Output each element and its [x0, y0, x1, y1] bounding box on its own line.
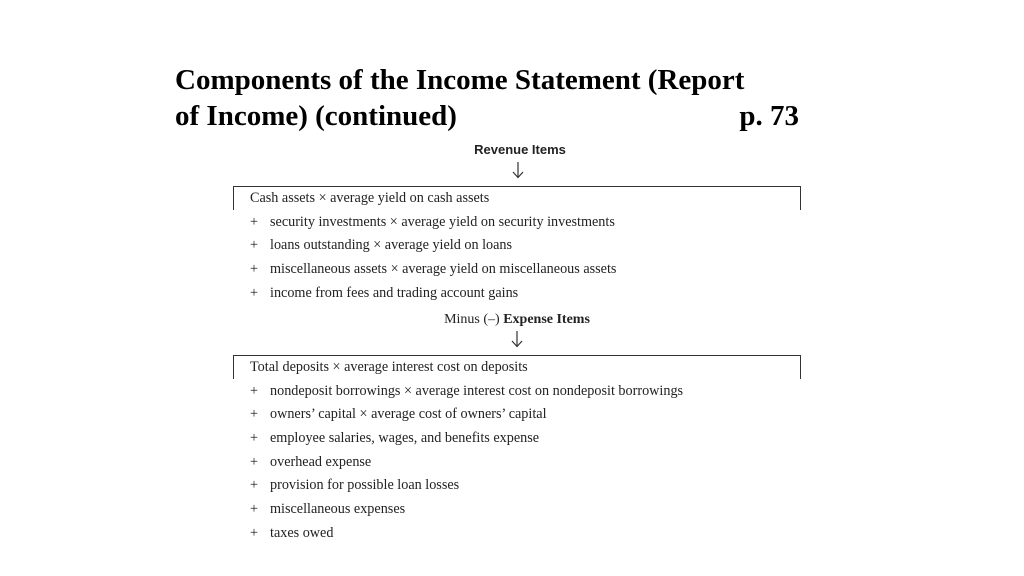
list-item	[250, 452, 683, 476]
title-line-2	[175, 98, 799, 134]
plus-sign: +	[250, 477, 259, 494]
plus-sign: +	[250, 406, 259, 423]
plus-sign: +	[250, 430, 259, 447]
plus-sign: +	[250, 284, 259, 301]
list-item	[250, 259, 616, 283]
plus-sign: +	[250, 213, 259, 230]
down-arrow-icon	[510, 330, 524, 348]
list-item	[250, 523, 683, 547]
plus-sign: +	[250, 501, 259, 518]
plus-sign: +	[250, 237, 259, 254]
down-arrow-icon	[511, 161, 525, 179]
expense-item-text: owners’ capital × average cost of owners’ capital	[270, 406, 547, 423]
page-reference: p. 73	[739, 100, 799, 132]
list-item	[250, 404, 683, 428]
title-line-1: Components of the Income Statement (Report	[175, 64, 745, 96]
expense-item-text: miscellaneous expenses	[270, 501, 406, 518]
revenue-first-line: Cash assets × average yield on cash assets	[250, 190, 490, 206]
revenue-item-text: income from fees and trading account gains	[270, 284, 519, 301]
expense-item-text: taxes owed	[270, 524, 334, 541]
list-item	[250, 381, 683, 405]
revenue-item-text: miscellaneous assets × average yield on miscellaneous assets	[270, 261, 617, 278]
plus-sign: +	[250, 382, 259, 399]
revenue-item-text: loans outstanding × average yield on loans	[270, 237, 513, 254]
expense-item-text: employee salaries, wages, and benefits expense	[270, 430, 540, 447]
list-item	[250, 475, 683, 499]
revenue-item-text: security investments × average yield on security investments	[270, 213, 615, 230]
list-item	[250, 499, 683, 523]
list-item	[250, 212, 616, 236]
revenue-items-list	[250, 188, 616, 306]
expense-heading-bold: Expense Items	[503, 312, 590, 327]
expense-item-text: nondeposit borrowings × average interest cost on nondeposit borrowings	[270, 382, 684, 399]
list-item	[250, 428, 683, 452]
expense-first-line: Total deposits × average interest cost on deposits	[250, 359, 528, 375]
expense-items-list	[250, 357, 683, 547]
title-line-2-text: of Income) (continued)	[175, 100, 457, 132]
expense-heading-prefix: Minus (–)	[444, 312, 500, 327]
plus-sign: +	[250, 261, 259, 278]
expense-items-heading	[444, 312, 590, 328]
revenue-items-heading: Revenue Items	[474, 142, 566, 157]
list-item	[250, 283, 616, 307]
list-item	[250, 235, 616, 259]
plus-sign: +	[250, 524, 259, 541]
plus-sign: +	[250, 453, 259, 470]
expense-item-text: overhead expense	[270, 453, 372, 470]
slide-title	[175, 62, 895, 134]
expense-item-text: provision for possible loan losses	[270, 477, 460, 494]
